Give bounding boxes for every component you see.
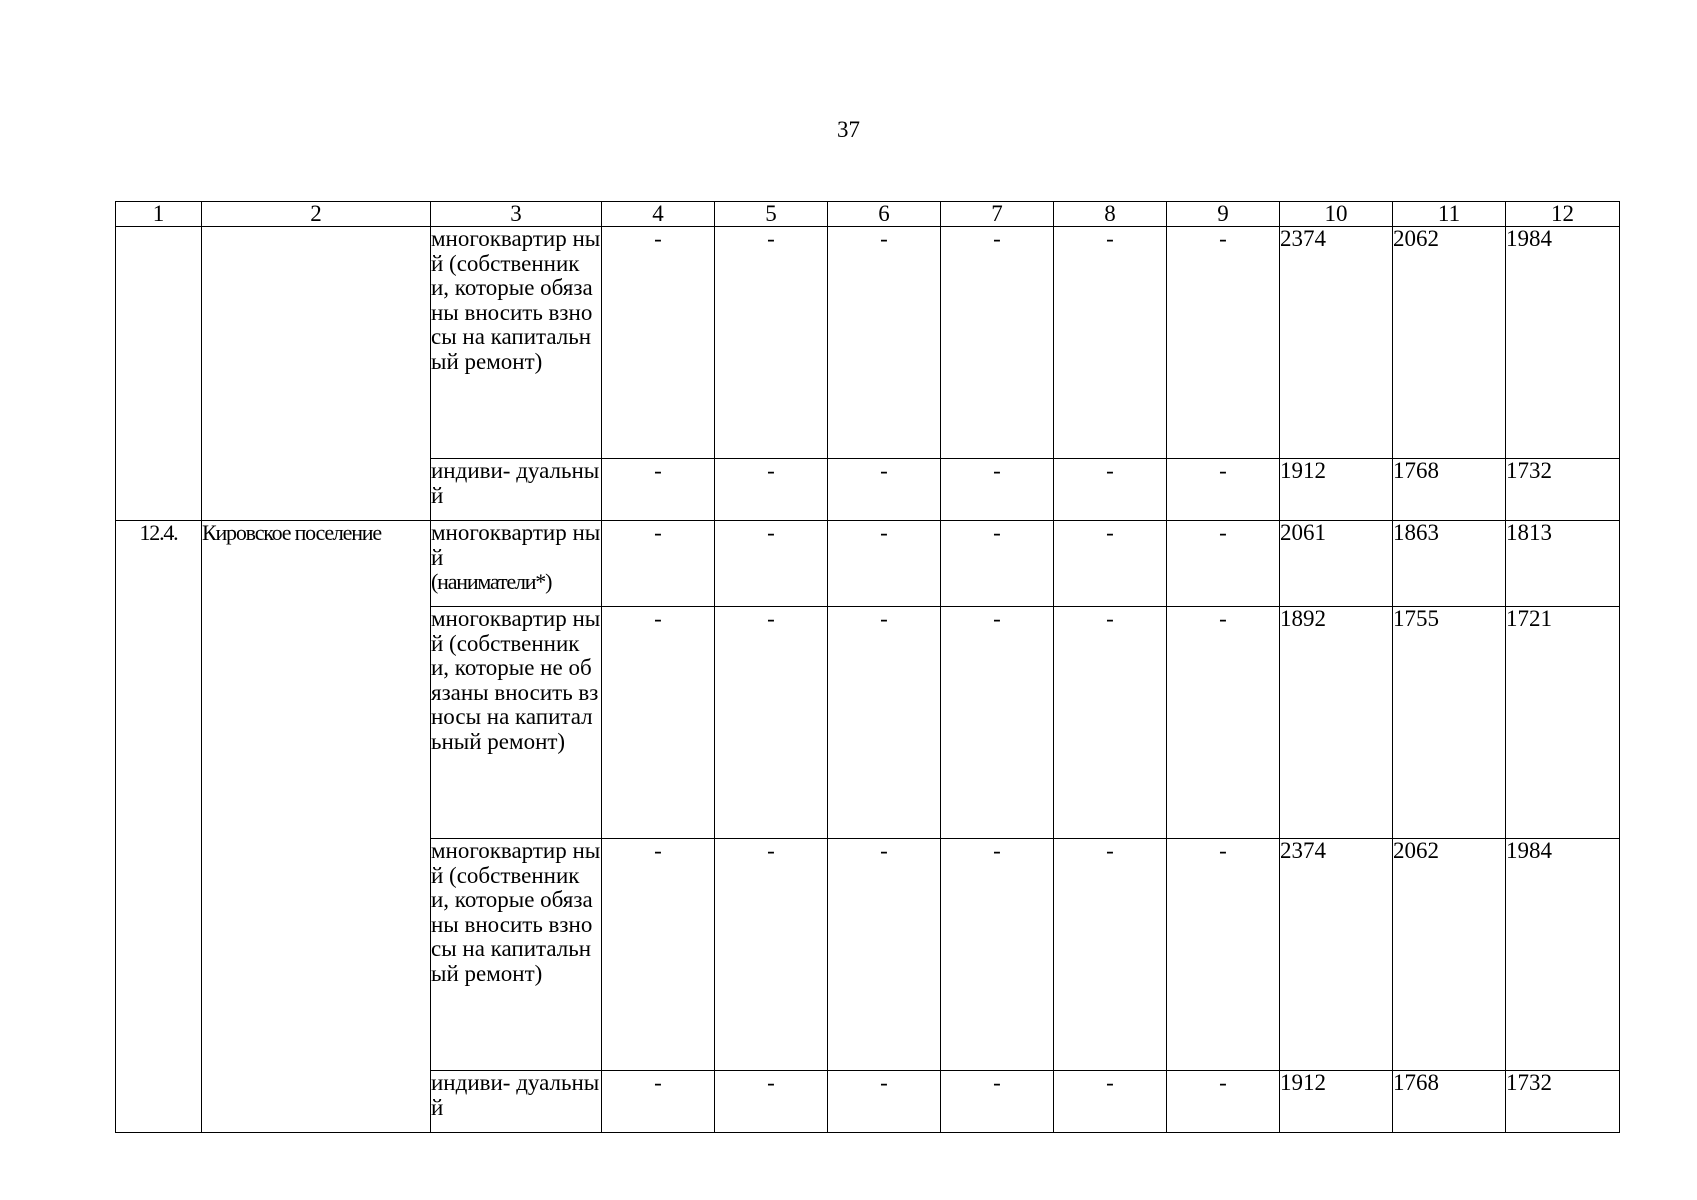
value-cell: - (828, 839, 941, 1071)
value-cell: - (715, 1071, 828, 1133)
column-header: 11 (1393, 202, 1506, 227)
page-number: 37 (837, 117, 860, 142)
column-header: 8 (1054, 202, 1167, 227)
value-cell: - (1054, 227, 1167, 459)
value-cell: 1984 (1506, 839, 1620, 1071)
value-cell: - (1167, 1071, 1280, 1133)
value-cell: - (1167, 459, 1280, 521)
table-row (116, 227, 1620, 459)
housing-type-cell: многоквартир ный (собственник и, которые обязаны вносить взносы на капитальный ремонт) (431, 227, 602, 459)
value-cell: - (1167, 839, 1280, 1071)
value-cell: 1813 (1506, 521, 1620, 607)
value-cell: - (715, 839, 828, 1071)
value-cell: 1755 (1393, 607, 1506, 839)
value-cell: - (602, 521, 715, 607)
value-cell: 1912 (1280, 1071, 1393, 1133)
value-cell: - (602, 227, 715, 459)
value-cell: 1863 (1393, 521, 1506, 607)
value-cell: - (828, 227, 941, 459)
housing-type-note: (наниматели*) (431, 569, 552, 594)
row-number-cell (116, 227, 202, 521)
value-cell: - (828, 1071, 941, 1133)
value-cell: 1892 (1280, 607, 1393, 839)
column-header: 3 (431, 202, 602, 227)
value-cell: - (715, 521, 828, 607)
housing-type-cell (431, 521, 602, 607)
value-cell: 1768 (1393, 459, 1506, 521)
value-cell: 2062 (1393, 839, 1506, 1071)
value-cell: - (1054, 607, 1167, 839)
settlement-name: Кировское поселение (202, 520, 381, 545)
value-cell: - (602, 459, 715, 521)
value-cell: - (602, 607, 715, 839)
value-cell: - (602, 839, 715, 1071)
value-cell: - (1054, 521, 1167, 607)
column-header: 10 (1280, 202, 1393, 227)
value-cell: - (828, 521, 941, 607)
value-cell: 2374 (1280, 227, 1393, 459)
value-cell: 1721 (1506, 607, 1620, 839)
housing-type-cell: индиви- дуальный (431, 1071, 602, 1133)
row-number-cell (116, 521, 202, 1133)
value-cell: - (828, 459, 941, 521)
value-cell: 1732 (1506, 459, 1620, 521)
column-header: 2 (202, 202, 431, 227)
housing-type-cell: многоквартир ный (собственник и, которые обязаны вносить взносы на капитальный ремонт) (431, 839, 602, 1071)
value-cell: - (828, 607, 941, 839)
value-cell: - (1167, 607, 1280, 839)
column-header: 6 (828, 202, 941, 227)
value-cell: - (941, 607, 1054, 839)
value-cell: - (1054, 459, 1167, 521)
header-row (116, 202, 1620, 227)
value-cell: - (602, 1071, 715, 1133)
housing-type-cell: индиви- дуальный (431, 459, 602, 521)
value-cell: - (1167, 521, 1280, 607)
column-header: 7 (941, 202, 1054, 227)
value-cell: - (715, 227, 828, 459)
housing-type-text: многоквартир ный (431, 520, 601, 570)
column-header: 1 (116, 202, 202, 227)
value-cell: - (715, 459, 828, 521)
housing-type-cell: многоквартир ный (собственник и, которые не обязаны вносить взносы на капитальный ремонт) (431, 607, 602, 839)
column-header: 12 (1506, 202, 1620, 227)
settlement-name-cell (202, 521, 431, 1133)
value-cell: - (941, 839, 1054, 1071)
column-header: 9 (1167, 202, 1280, 227)
tariff-table (115, 201, 1620, 1133)
settlement-name-cell (202, 227, 431, 521)
value-cell: - (941, 521, 1054, 607)
value-cell: - (941, 459, 1054, 521)
column-header: 4 (602, 202, 715, 227)
value-cell: 2374 (1280, 839, 1393, 1071)
value-cell: - (1167, 227, 1280, 459)
value-cell: - (715, 607, 828, 839)
value-cell: 1732 (1506, 1071, 1620, 1133)
value-cell: - (1054, 839, 1167, 1071)
value-cell: 1768 (1393, 1071, 1506, 1133)
value-cell: - (941, 1071, 1054, 1133)
value-cell: 1912 (1280, 459, 1393, 521)
value-cell: 2061 (1280, 521, 1393, 607)
column-header: 5 (715, 202, 828, 227)
value-cell: 1984 (1506, 227, 1620, 459)
value-cell: 2062 (1393, 227, 1506, 459)
value-cell: - (941, 227, 1054, 459)
table-row (116, 521, 1620, 607)
row-number: 12.4. (139, 520, 178, 545)
value-cell: - (1054, 1071, 1167, 1133)
